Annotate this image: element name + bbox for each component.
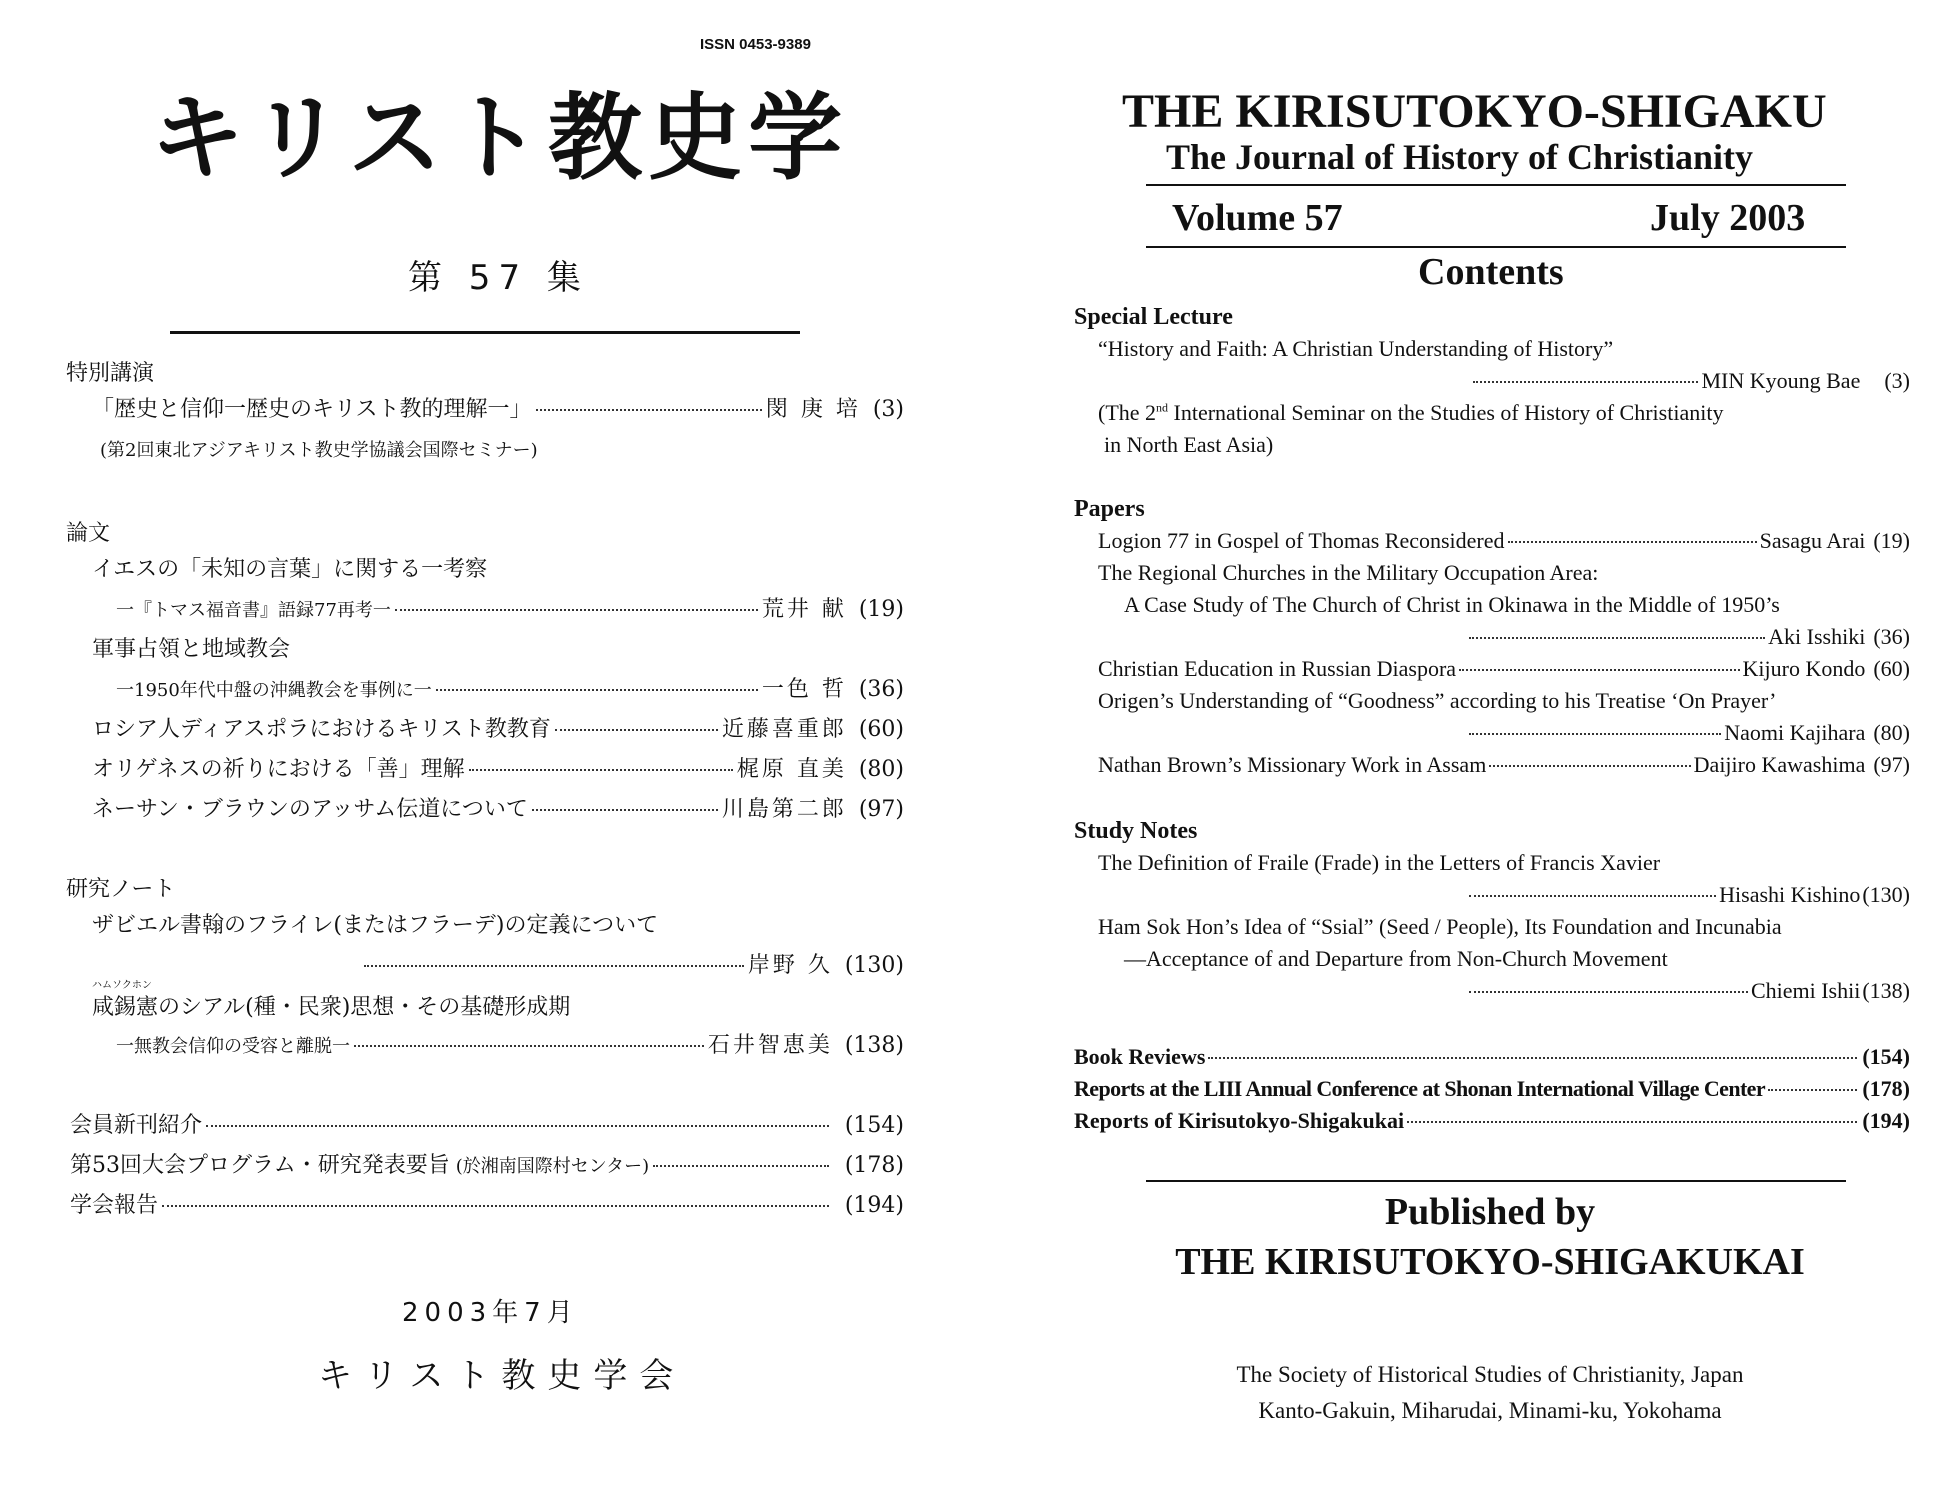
dot-leader [1407,1121,1857,1123]
toc-entry [70,1188,904,1219]
toc-note [1098,400,1723,426]
toc-page: (178) [1862,1076,1910,1101]
note-text: International Seminar on the Studies of History of Christianity [1168,400,1724,425]
toc-entry [92,792,904,823]
toc-page: (3) [872,397,904,422]
note-text: (The 2 [1098,400,1157,425]
toc-author: 川島第二郎 [721,797,847,822]
journal-title-jp: キリスト教史学 [150,84,849,193]
issn-number: ISSN 0453-9389 [700,36,811,53]
toc-title: “History and Faith: A Christian Understanding of History” [1098,336,1614,361]
toc-page: (194) [1862,1108,1910,1133]
toc-page: (80) [1873,720,1910,745]
toc-title: 会員新刊紹介 [70,1113,203,1138]
toc-title: Ham Sok Hon’s Idea of “Ssial” (Seed / People), Its Foundation and Incunabia [1098,914,1782,939]
dot-leader [1768,1089,1857,1091]
toc-page: (60) [858,717,904,742]
toc-entry [116,672,904,703]
toc-page: (60) [1873,656,1910,681]
toc-author: 岸野 久 [747,953,833,978]
toc-entry [1098,656,1910,682]
toc-author: Naomi Kajihara [1724,720,1866,745]
published-by: Published by [1384,1191,1596,1233]
toc-entry [1074,1076,1910,1102]
dot-leader [555,729,718,731]
toc-page: (130) [1862,882,1910,907]
toc-entry [70,1148,904,1179]
toc-title: オリゲネスの祈りにおける「善」理解 [92,757,465,782]
toc-author: Chiemi Ishii [1750,978,1861,1003]
toc-title: Christian Education in Russian Diaspora [1098,656,1457,681]
toc-page: (138) [1862,978,1910,1003]
journal-title-en: THE KIRISUTOKYO-SHIGAKU [1122,85,1827,138]
toc-title: ロシア人ディアスポラにおけるキリスト教教育 [92,717,551,742]
toc-page: (194) [844,1193,904,1218]
toc-venue: (於湘南国際村センター) [455,1156,650,1177]
toc-page: (154) [1862,1044,1910,1069]
toc-page: (130) [844,953,904,978]
toc-page: (36) [1873,624,1910,649]
toc-author: 一色 哲 [761,677,847,702]
toc-author: Hisashi Kishino [1719,882,1861,907]
toc-page: (3) [1884,368,1910,393]
toc-author: Daijiro Kawashima [1693,752,1866,777]
toc-author: MIN Kyoung Bae [1701,368,1861,393]
toc-page: (80) [858,757,904,782]
dot-leader [206,1125,829,1127]
title-rule [170,331,800,334]
toc-author: Kijuro Kondo [1742,656,1866,681]
dot-leader [1208,1057,1857,1059]
footer-rule [1146,1180,1846,1182]
toc-title: Book Reviews [1074,1044,1206,1069]
toc-entry [92,392,904,423]
toc-entry [116,592,904,623]
dot-leader [1469,637,1765,639]
toc-page: (178) [844,1153,904,1178]
dot-leader [354,1045,704,1047]
dot-leader [532,809,718,811]
toc-title: 軍事占領と地域教会 [92,637,291,662]
section-heading-notes: 研究ノート [66,877,176,902]
toc-page: (97) [858,797,904,822]
dot-leader [162,1205,829,1207]
dot-leader [364,965,744,967]
toc-author: 閔 庚 培 [765,397,861,422]
toc-author: 近藤喜重郎 [721,717,847,742]
toc-entry [92,752,904,783]
dot-leader [536,409,762,411]
toc-page: (154) [844,1113,904,1138]
toc-entry [1470,368,1910,394]
toc-entry [1466,624,1910,650]
section-heading-papers: 論文 [66,521,111,546]
volume-jp: 第 57 集 [408,258,589,298]
toc-note: (第2回東北アジアキリスト教史学協議会国際セミナー) [100,440,538,461]
dot-leader [1489,765,1690,767]
date-en: July 2003 [1650,197,1806,239]
toc-author: 石井智恵美 [707,1033,833,1058]
dot-leader [1508,541,1757,543]
toc-subtitle: A Case Study of The Church of Christ in Okinawa in the Middle of 1950’s [1124,592,1780,617]
header-rule [1146,246,1846,248]
toc-title: The Definition of Fraile (Frade) in the Letters of Francis Xavier [1098,850,1661,875]
section-heading-special: Special Lecture [1074,304,1233,330]
note-superscript: nd [1156,400,1169,415]
toc-title: Reports at the LIII Annual Conference at Shonan International Village Center [1074,1076,1766,1101]
toc-subtitle: 一『トマス福音書』語録77再考一 [116,600,391,621]
toc-title: ネーサン・ブラウンのアッサム伝道について [92,797,528,822]
toc-title: 第53回大会プログラム・研究発表要旨 [70,1153,450,1178]
toc-entry [1466,882,1910,908]
toc-entry [1098,528,1910,554]
toc-note: in North East Asia) [1104,432,1274,457]
publisher-jp: キリスト教史学会 [318,1356,686,1396]
section-heading-papers: Papers [1074,496,1145,522]
dot-leader [436,689,758,691]
toc-title: 「歴史と信仰一歴史のキリスト教的理解一」 [92,397,532,422]
toc-subtitle: 一無教会信仰の受容と離脱一 [116,1036,350,1057]
dot-leader [469,769,733,771]
dot-leader [1459,669,1739,671]
toc-title: Logion 77 in Gospel of Thomas Reconsidered [1098,528,1505,553]
toc-title: Nathan Brown’s Missionary Work in Assam [1098,752,1487,777]
dot-leader [653,1165,829,1167]
volume-en: Volume 57 [1172,197,1343,239]
dot-leader [1473,381,1698,383]
dot-leader [1469,895,1716,897]
dot-leader [1469,733,1721,735]
toc-page: (138) [844,1033,904,1058]
publisher-en: THE KIRISUTOKYO-SHIGAKUKAI [1175,1241,1805,1283]
toc-subtitle: 一1950年代中盤の沖縄教会を事例に一 [116,680,432,701]
toc-page: (19) [858,597,904,622]
toc-entry [70,1108,904,1139]
toc-page: (36) [858,677,904,702]
toc-title: 咸錫憲のシアル(種・民衆)思想・その基礎形成期 [92,995,571,1020]
dot-leader [1469,991,1748,993]
toc-page: (97) [1873,752,1910,777]
toc-title: ザビエル書翰のフライレ(またはフラーデ)の定義について [92,913,659,938]
publication-date-jp: 2003年7月 [402,1298,579,1328]
toc-page: (19) [1873,528,1910,553]
toc-title: Reports of Kirisutokyo-Shigakukai [1074,1108,1405,1133]
journal-subtitle: The Journal of History of Christianity [1166,137,1754,177]
toc-title: 学会報告 [70,1193,159,1218]
toc-entry [1074,1044,1910,1070]
toc-entry [1074,1108,1910,1134]
toc-subtitle: —Acceptance of and Departure from Non-Church Movement [1124,946,1668,971]
toc-entry [92,712,904,743]
dot-leader [395,609,758,611]
toc-entry [1466,720,1910,746]
toc-title: Origen’s Understanding of “Goodness” according to his Treatise ‘On Prayer’ [1098,688,1777,713]
toc-title: イエスの「未知の言葉」に関する一考察 [92,557,488,582]
section-heading-special: 特別講演 [66,361,155,386]
contents-heading: Contents [1418,251,1564,293]
toc-author: Aki Isshiki [1768,624,1866,649]
society-name: The Society of Historical Studies of Christianity, Japan [1236,1362,1744,1387]
toc-entry [116,1028,904,1059]
toc-title: The Regional Churches in the Military Occupation Area: [1098,560,1599,585]
society-address: Kanto-Gakuin, Miharudai, Minami-ku, Yokohama [1258,1398,1722,1423]
ruby-reading: ハムソクホン [92,980,152,991]
toc-entry [1098,752,1910,778]
header-rule [1146,184,1846,186]
toc-entry [1466,978,1910,1004]
toc-entry [360,948,904,979]
toc-author: 梶原 直美 [736,757,847,782]
section-heading-notes: Study Notes [1074,818,1198,844]
toc-author: Sasagu Arai [1759,528,1866,553]
toc-author: 荒井 献 [761,597,847,622]
